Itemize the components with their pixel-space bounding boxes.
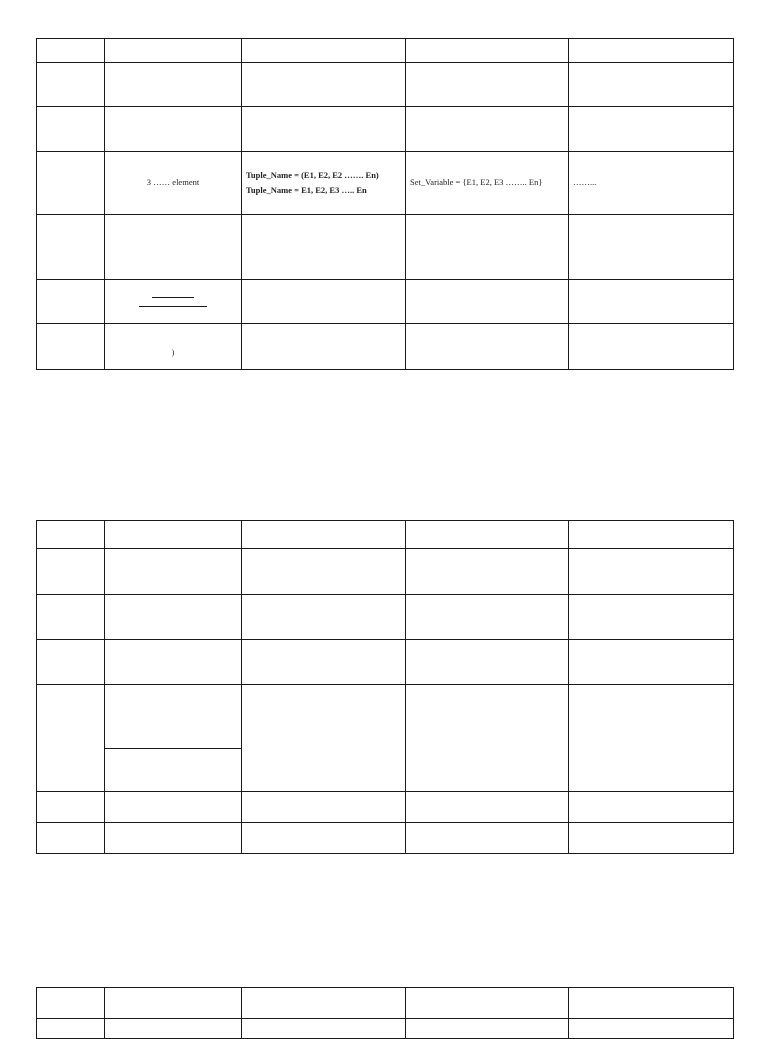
table-cell bbox=[105, 823, 242, 854]
table-row bbox=[37, 152, 734, 215]
table-cell bbox=[105, 988, 242, 1019]
table-cell bbox=[105, 521, 242, 549]
ellipsis-text: ……... bbox=[573, 177, 597, 188]
table-cell bbox=[569, 640, 734, 685]
table-cell bbox=[37, 685, 105, 792]
table-cell bbox=[406, 280, 569, 324]
table-cell bbox=[242, 39, 406, 63]
tuple-syntax-cell bbox=[242, 152, 406, 215]
table-cell bbox=[569, 549, 734, 595]
table-row bbox=[37, 107, 734, 152]
table-cell bbox=[406, 107, 569, 152]
tuple-syntax-line-2: Tuple_Name = E1, E2, E3 ….. En bbox=[246, 185, 367, 195]
table-row bbox=[37, 685, 734, 792]
comparison-table-2 bbox=[36, 520, 734, 854]
table-cell bbox=[37, 1019, 105, 1039]
table-cell bbox=[37, 640, 105, 685]
table-cell bbox=[37, 521, 105, 549]
table-cell bbox=[105, 549, 242, 595]
table-cell bbox=[37, 39, 105, 63]
table-cell bbox=[105, 792, 242, 823]
table-cell bbox=[569, 280, 734, 324]
table-cell bbox=[406, 595, 569, 640]
split-cell-top bbox=[105, 685, 241, 749]
table-cell bbox=[406, 988, 569, 1019]
table-cell bbox=[569, 63, 734, 107]
table-cell bbox=[37, 792, 105, 823]
table-cell bbox=[242, 107, 406, 152]
comparison-table-3 bbox=[36, 987, 734, 1039]
table-cell bbox=[242, 549, 406, 595]
tuple-syntax-line-1: Tuple_Name = (E1, E2, E2 ……. En) bbox=[246, 169, 379, 180]
table-cell bbox=[406, 640, 569, 685]
table-cell bbox=[37, 280, 105, 324]
table-row bbox=[37, 823, 734, 854]
table-cell bbox=[242, 640, 406, 685]
table-cell bbox=[105, 39, 242, 63]
table-cell bbox=[569, 685, 734, 792]
set-syntax-text: Set_Variable = {E1, E2, E3 …….. En} bbox=[410, 177, 543, 187]
split-column-cell bbox=[406, 1019, 569, 1039]
table-cell bbox=[406, 823, 569, 854]
table-cell bbox=[569, 792, 734, 823]
element-count-cell bbox=[105, 152, 242, 215]
table-cell bbox=[242, 595, 406, 640]
table-cell bbox=[242, 324, 406, 370]
table-row bbox=[37, 215, 734, 280]
table-cell bbox=[37, 823, 105, 854]
table-cell bbox=[105, 63, 242, 107]
table-cell bbox=[37, 988, 105, 1019]
table-cell bbox=[569, 1019, 734, 1039]
table-row bbox=[37, 280, 734, 324]
table-cell bbox=[406, 63, 569, 107]
table-row bbox=[37, 324, 734, 370]
table-cell bbox=[406, 792, 569, 823]
table-cell bbox=[569, 988, 734, 1019]
table-cell bbox=[37, 324, 105, 370]
table-cell bbox=[242, 685, 406, 792]
table-cell bbox=[569, 823, 734, 854]
ellipsis-cell bbox=[569, 152, 734, 215]
split-cell bbox=[105, 685, 242, 792]
table-cell bbox=[105, 215, 242, 280]
underline-cell bbox=[105, 280, 242, 324]
table-cell bbox=[37, 215, 105, 280]
table-cell bbox=[406, 521, 569, 549]
underline-mark-short bbox=[152, 297, 194, 298]
table-cell bbox=[105, 1019, 242, 1039]
table-cell bbox=[569, 595, 734, 640]
table-row bbox=[37, 595, 734, 640]
table-cell bbox=[406, 549, 569, 595]
table-cell bbox=[105, 107, 242, 152]
table-cell bbox=[406, 39, 569, 63]
table-row bbox=[37, 988, 734, 1019]
table-cell bbox=[242, 280, 406, 324]
table-cell bbox=[242, 521, 406, 549]
table-cell bbox=[406, 685, 569, 792]
table-row bbox=[37, 792, 734, 823]
comparison-table-1 bbox=[36, 38, 734, 370]
table-cell bbox=[105, 640, 242, 685]
table-row bbox=[37, 521, 734, 549]
table-cell bbox=[242, 215, 406, 280]
table-row bbox=[37, 640, 734, 685]
table-cell bbox=[37, 63, 105, 107]
table-row bbox=[37, 39, 734, 63]
table-cell bbox=[105, 595, 242, 640]
set-syntax-cell bbox=[406, 152, 569, 215]
paren-mark: ) bbox=[171, 348, 175, 358]
table-cell bbox=[569, 215, 734, 280]
table-row bbox=[37, 63, 734, 107]
table-cell bbox=[406, 215, 569, 280]
table-cell bbox=[569, 521, 734, 549]
element-count-text: 3 …… element bbox=[146, 177, 200, 188]
table-cell bbox=[242, 792, 406, 823]
table-cell bbox=[242, 63, 406, 107]
underline-mark-long bbox=[139, 306, 207, 307]
table-cell bbox=[37, 549, 105, 595]
table-row bbox=[37, 549, 734, 595]
table-cell bbox=[37, 107, 105, 152]
table-cell bbox=[406, 324, 569, 370]
table-cell bbox=[569, 39, 734, 63]
table-cell bbox=[569, 324, 734, 370]
split-cell-container bbox=[105, 685, 241, 749]
table-row bbox=[37, 1019, 734, 1039]
table-cell bbox=[242, 823, 406, 854]
table-cell bbox=[569, 107, 734, 152]
table-cell bbox=[37, 595, 105, 640]
table-cell bbox=[242, 1019, 406, 1039]
table-cell bbox=[37, 152, 105, 215]
table-cell bbox=[242, 988, 406, 1019]
paren-cell bbox=[105, 324, 242, 370]
